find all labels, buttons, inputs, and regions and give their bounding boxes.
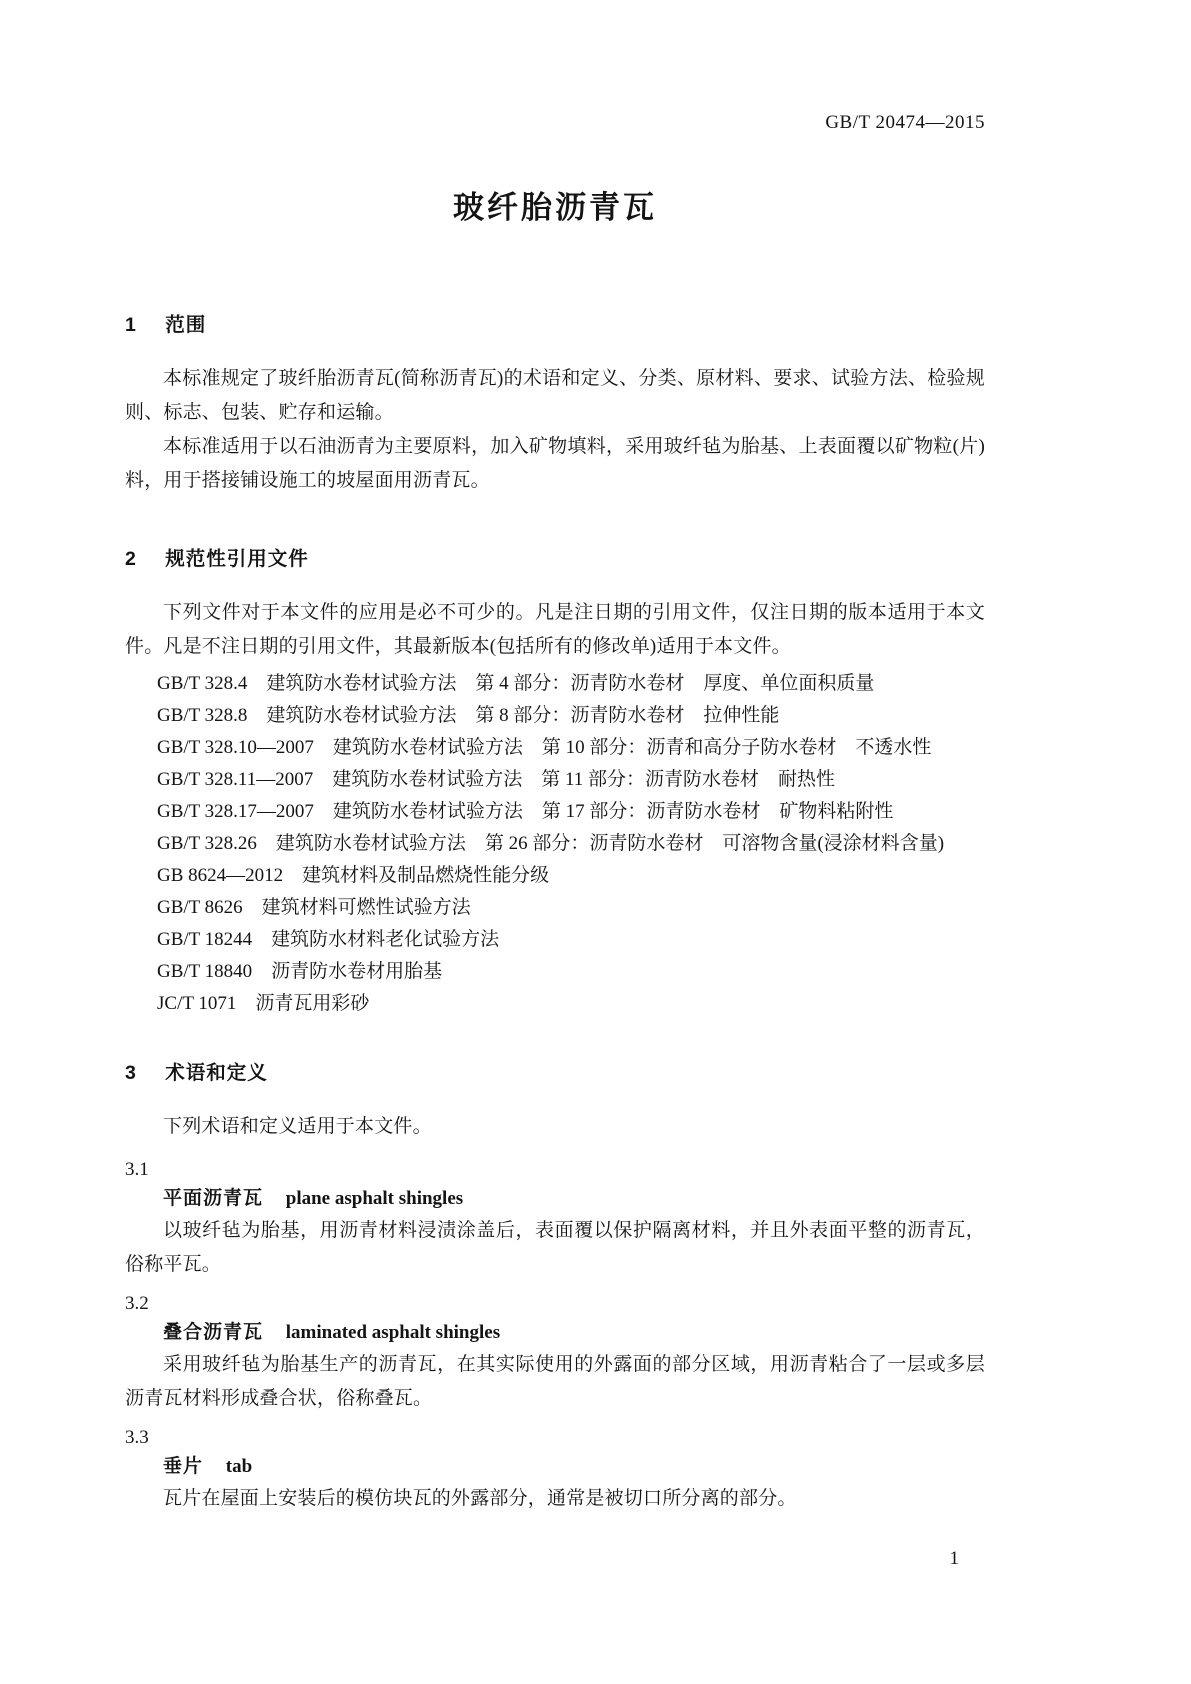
section-1-title: 范围 — [165, 314, 207, 336]
term-block — [125, 1156, 985, 1282]
reference-item: GB/T 328.11—2007 建筑防水卷材试验方法 第 11 部分：沥青防水卷材 耐热性 — [157, 769, 836, 790]
reference-item: GB/T 328.17—2007 建筑防水卷材试验方法 第 17 部分：沥青防水卷材 矿物料粘附性 — [157, 801, 894, 822]
normative-references-list — [157, 668, 985, 1020]
reference-item: GB/T 8626 建筑材料可燃性试验方法 — [157, 897, 471, 918]
section-3-title: 术语和定义 — [165, 1062, 268, 1084]
section-1-paragraph: 本标准规定了玻纤胎沥青瓦(简称沥青瓦)的术语和定义、分类、原材料、要求、试验方法、检验规则、标志、包装、贮存和运输。 — [125, 368, 985, 423]
reference-item: GB/T 18840 沥青防水卷材用胎基 — [157, 961, 443, 982]
reference-item: GB/T 328.8 建筑防水卷材试验方法 第 8 部分：沥青防水卷材 拉伸性能 — [157, 705, 780, 726]
term-block — [125, 1424, 985, 1516]
term-name — [163, 1452, 985, 1482]
section-1-number: 1 — [125, 314, 136, 336]
reference-item: GB/T 18244 建筑防水材料老化试验方法 — [157, 929, 500, 950]
term-number: 3.3 — [125, 1427, 149, 1448]
term-name — [163, 1184, 985, 1214]
term-number: 3.1 — [125, 1159, 149, 1180]
page-number: 1 — [949, 1548, 959, 1569]
term-name-english: plane asphalt shingles — [285, 1188, 464, 1209]
document-title: 玻纤胎沥青瓦 — [453, 190, 657, 225]
standard-number: GB/T 20474—2015 — [825, 112, 985, 133]
section-2-heading — [125, 546, 985, 572]
reference-item: JC/T 1071 沥青瓦用彩砂 — [157, 993, 370, 1014]
section-1-body — [125, 362, 985, 498]
reference-item: GB 8624—2012 建筑材料及制品燃烧性能分级 — [157, 865, 550, 886]
section-3-heading — [125, 1060, 985, 1086]
section-2-title: 规范性引用文件 — [165, 548, 309, 570]
section-1-paragraph: 本标准适用于以石油沥青为主要原料，加入矿物填料，采用玻纤毡为胎基、上表面覆以矿物粒(片)料，用于搭接铺设施工的坡屋面用沥青瓦。 — [125, 436, 985, 491]
section-3-number: 3 — [125, 1062, 136, 1084]
section-3-intro: 下列术语和定义适用于本文件。 — [163, 1116, 432, 1137]
term-name-chinese: 平面沥青瓦 — [163, 1188, 264, 1209]
term-block — [125, 1290, 985, 1416]
term-definition: 采用玻纤毡为胎基生产的沥青瓦，在其实际使用的外露面的部分区域，用沥青粘合了一层或多层沥青瓦材料形成叠合状，俗称叠瓦。 — [125, 1354, 985, 1409]
term-name-chinese: 叠合沥青瓦 — [163, 1322, 264, 1343]
section-2-intro: 下列文件对于本文件的应用是必不可少的。凡是注日期的引用文件，仅注日期的版本适用于本文件。凡是不注日期的引用文件，其最新版本(包括所有的修改单)适用于本文件。 — [125, 602, 985, 657]
term-name-english: laminated asphalt shingles — [285, 1322, 501, 1343]
reference-item: GB/T 328.26 建筑防水卷材试验方法 第 26 部分：沥青防水卷材 可溶物含量(浸涂材料含量) — [157, 833, 945, 854]
reference-item: GB/T 328.4 建筑防水卷材试验方法 第 4 部分：沥青防水卷材 厚度、单位面积质量 — [157, 673, 875, 694]
term-definition: 瓦片在屋面上安装后的模仿块瓦的外露部分，通常是被切口所分离的部分。 — [163, 1488, 797, 1509]
term-name — [163, 1318, 985, 1348]
term-name-english: tab — [225, 1456, 253, 1477]
section-2-body — [125, 596, 985, 1020]
reference-item: GB/T 328.10—2007 建筑防水卷材试验方法 第 10 部分：沥青和高分子防水卷材 不透水性 — [157, 737, 932, 758]
section-1-heading — [125, 312, 985, 338]
term-number: 3.2 — [125, 1293, 149, 1314]
term-name-chinese: 垂片 — [163, 1456, 204, 1477]
term-definition: 以玻纤毡为胎基，用沥青材料浸渍涂盖后，表面覆以保护隔离材料，并且外表面平整的沥青瓦，俗称平瓦。 — [125, 1220, 985, 1275]
section-2-number: 2 — [125, 548, 136, 570]
